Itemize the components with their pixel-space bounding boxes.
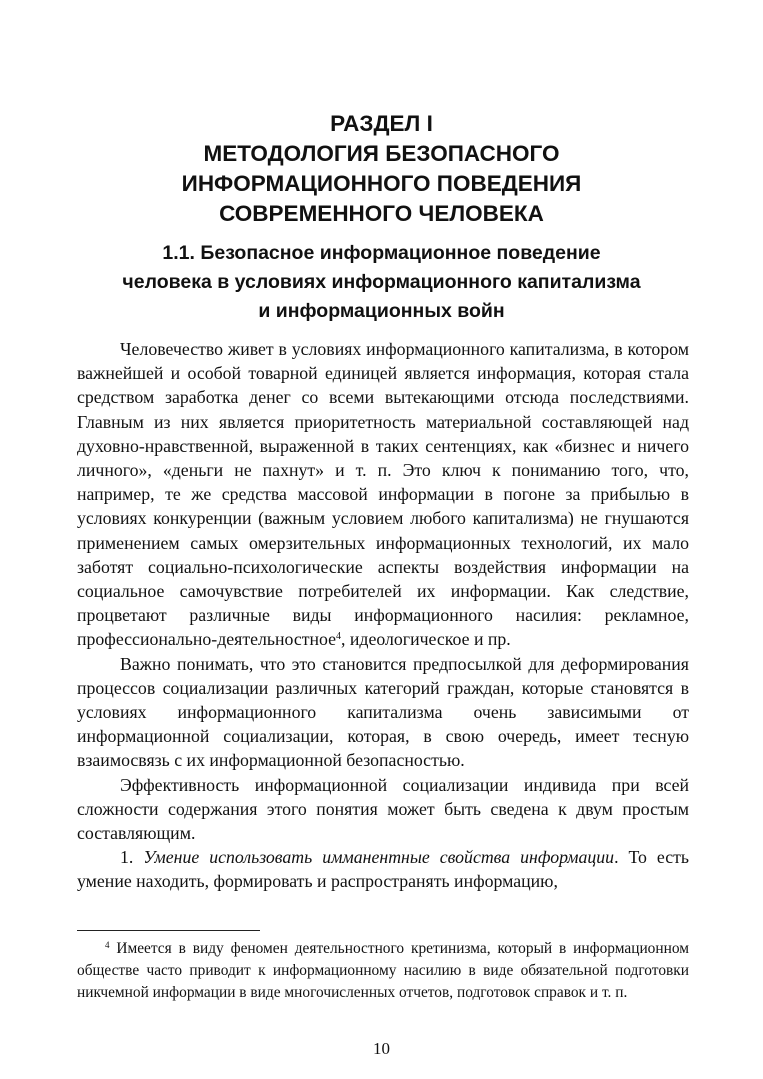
chapter-heading-line-1: 1.1. Безопасное информационное поведение (162, 242, 601, 264)
paragraph-1-tail: , идеологическое и пр. (341, 629, 511, 650)
paragraph-2: Важно понимать, что это становится предпосылкой для деформирования процессов социализации различных категорий граждан, которые становятся в условиях информационного капитализма очень зависимыми от информационной социализации, которая, в свою очередь, имеет тесную взаимосвязь с их информационной безопасностью. (77, 653, 689, 771)
paragraph-1-text: Человечество живет в условиях информационного капитализма, в котором важнейшей и особой товарной единицей является информация, которая стала средством заработка денег со всеми вытекающими отсюда последствиями. Главным из них является приоритетность материальной составляющей над духовно-нравственной, выраженной в таких сентенциях, как «бизнес и ничего личного», «деньги не пахнут» и т. п. Это ключ к пониманию того, что, например, те же средства массовой информации в погоне за прибылью в условиях конкуренции (важным условием любого капитализма) не гнушаются применением самых омерзительных информационных технологий, их мало заботят социально-психологические аспекты воздействия информации на социальное самочувствие потребителей их информации. Как следствие, процветают различные виды информационного насилия: рекламное, профессионально-деятельностное (77, 339, 689, 650)
paragraph-3: Эффективность информационной социализации индивида при всей сложности содержания этого понятия может быть сведена к двум простым составляющим. (77, 774, 689, 844)
footnote-reference: 4 (336, 631, 342, 643)
list-number: 1. (120, 847, 134, 868)
chapter-heading-line-2: человека в условиях информационного капитализма (122, 271, 641, 293)
footnote-text: Имеется в виду феномен деятельностного кретинизма, который в информационном обществе часто приводит к информационному насилию в виде обязательной подготовки никчемной информации в виде многочисленных отчетов, подготовок справок и т. п. (77, 940, 689, 1002)
footnote-number: 4 (105, 940, 110, 950)
footnote (77, 938, 689, 1005)
footnote-divider (77, 930, 260, 931)
section-heading-line-3: ИНФОРМАЦИОННОГО ПОВЕДЕНИЯ (181, 171, 582, 196)
section-heading (60, 109, 703, 229)
page-number: 10 (373, 1039, 390, 1058)
section-heading-line-2: МЕТОДОЛОГИЯ БЕЗОПАСНОГО (203, 141, 560, 166)
section-heading-line-1: РАЗДЕЛ I (330, 111, 433, 136)
paragraph-4-rest: . То есть умение находить, формировать и распространять информацию, (77, 847, 689, 892)
body-text (77, 337, 689, 894)
chapter-heading (60, 239, 703, 326)
chapter-heading-line-3: и информационных войн (258, 300, 505, 322)
paragraph-1 (77, 337, 689, 652)
section-heading-line-4: СОВРЕМЕННОГО ЧЕЛОВЕКА (219, 201, 544, 226)
paragraph-4 (77, 845, 689, 893)
italic-term: Умение использовать имманентные свойства информации (143, 847, 615, 868)
